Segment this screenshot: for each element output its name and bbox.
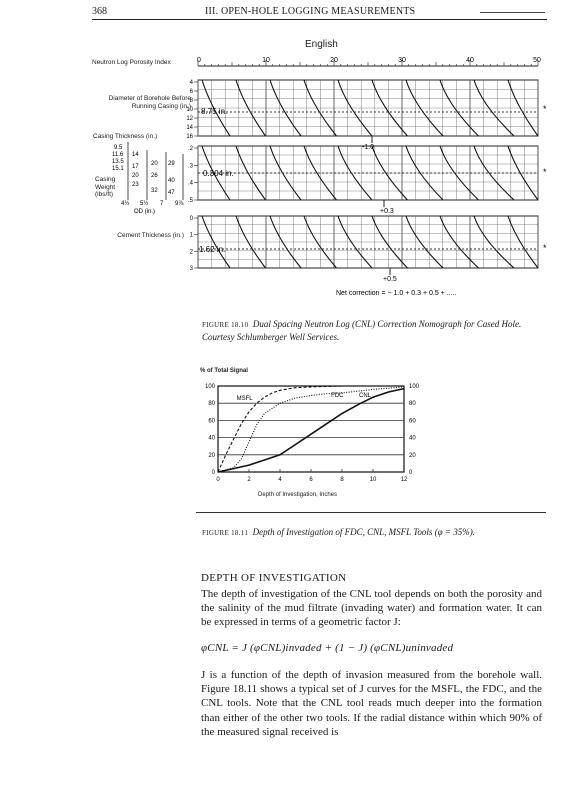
cement-example: 1.62 in. xyxy=(199,245,226,254)
cement-thickness-label: Cement Thickness (in.) xyxy=(117,232,184,239)
figure-rule xyxy=(196,512,546,513)
porosity-tick: 0 xyxy=(197,57,201,64)
svg-text:4: 4 xyxy=(189,80,193,86)
depth-investigation-chart xyxy=(190,378,430,508)
svg-text:4½: 4½ xyxy=(121,201,130,207)
svg-text:26: 26 xyxy=(151,173,158,179)
figure-18-11-caption-text: Depth of Investigation of FDC, CNL, MSFL Tools (φ = 35%). xyxy=(252,527,475,537)
paragraph-2: J is a function of the depth of invasion measured from the borehole wall. Figure 18.11 shows a typical set of J curves for the MSFL, the FDC, and the CNL tools. Note that the CNL tool reads much deeper into the formation than either of the other two tools. If the radial distance within which 90% of the measured signal received is xyxy=(201,669,542,738)
borehole-correction: -1.0 xyxy=(362,144,375,151)
svg-text:.4: .4 xyxy=(187,180,193,187)
svg-text:13.5: 13.5 xyxy=(112,159,124,165)
svg-text:3: 3 xyxy=(189,266,193,272)
svg-text:8: 8 xyxy=(189,98,193,104)
svg-text:2: 2 xyxy=(189,249,193,256)
x-tick-label: 8 xyxy=(340,477,344,483)
casing-thickness-panel xyxy=(188,146,547,215)
svg-text:29: 29 xyxy=(168,161,175,167)
y-tick-label-left: 40 xyxy=(208,435,215,442)
running-title: III. OPEN-HOLE LOGGING MEASUREMENTS xyxy=(205,6,416,17)
svg-text:.3: .3 xyxy=(187,163,193,170)
porosity-tick: 10 xyxy=(262,57,270,64)
y-tick-label-left: 100 xyxy=(204,384,215,390)
svg-text:10: 10 xyxy=(186,107,193,113)
svg-text:9.5: 9.5 xyxy=(114,145,123,151)
figure-18-11-number: FIGURE 18.11 xyxy=(202,529,249,537)
y-tick-label-right: 40 xyxy=(409,435,416,442)
y-tick-label-left: 80 xyxy=(208,401,215,408)
x-tick-label: 2 xyxy=(247,477,251,483)
x-tick-label: 10 xyxy=(369,477,377,483)
casing-correction: +0.3 xyxy=(380,208,394,215)
svg-text:1: 1 xyxy=(189,232,193,239)
svg-text:40: 40 xyxy=(168,178,175,184)
figure-18-10-caption xyxy=(202,318,548,343)
svg-text:11.6: 11.6 xyxy=(112,152,124,158)
svg-text:.2: .2 xyxy=(187,146,193,152)
y-tick-label-right: 20 xyxy=(409,452,416,459)
svg-text:23: 23 xyxy=(132,182,139,188)
page-number: 368 xyxy=(92,6,107,17)
svg-text:6: 6 xyxy=(189,89,193,95)
figure-18-11-caption xyxy=(202,526,550,539)
porosity-index-label: Neutron Log Porosity Index xyxy=(92,59,171,66)
svg-text:*: * xyxy=(543,243,547,253)
borehole-example: 8.75 in. xyxy=(201,107,228,116)
svg-text:*: * xyxy=(543,167,547,177)
casing-example: 0.304 in. xyxy=(203,169,234,178)
svg-text:14: 14 xyxy=(132,152,139,158)
casing-weight-label: Casing Weight (lbs/ft) xyxy=(95,176,116,198)
svg-text:12: 12 xyxy=(186,116,193,122)
casing-thickness-label: Casing Thickness (in.) xyxy=(93,133,158,140)
porosity-tick: 40 xyxy=(466,57,474,64)
equation: φCNL = J (φCNL)invaded + (1 − J) (φCNL)uninvaded xyxy=(201,642,454,654)
x-tick-label: 4 xyxy=(278,477,282,483)
svg-text:9⅞: 9⅞ xyxy=(175,201,184,207)
svg-text:.5: .5 xyxy=(187,198,193,204)
section-heading: DEPTH OF INVESTIGATION xyxy=(201,572,347,584)
y-tick-label-left: 0 xyxy=(211,470,215,476)
net-correction: Net correction = − 1.0 + 0.3 + 0.5 + ..... xyxy=(336,290,457,297)
y-tick-label-left: 60 xyxy=(208,418,215,425)
svg-text:15.1: 15.1 xyxy=(112,166,124,172)
cement-correction: +0.5 xyxy=(383,276,397,283)
svg-text:14: 14 xyxy=(186,125,193,131)
figure-18-10-caption-text: Dual Spacing Neutron Log (CNL) Correction Nomograph for Cased Hole. Courtesy Schlumberger Well Services. xyxy=(202,319,522,342)
svg-text:20: 20 xyxy=(132,173,139,179)
legend-cnl: CNL xyxy=(359,393,372,400)
paragraph-1: The depth of investigation of the CNL tool depends on both the porosity and the salinity of the mud filtrate (invading water) and formation water. It can be expressed in terms of a geometric factor J: xyxy=(201,588,542,629)
borehole-panel xyxy=(186,80,547,151)
legend-msfl: MSFL xyxy=(236,395,253,402)
x-tick-label: 12 xyxy=(400,477,408,483)
svg-text:OD (in.): OD (in.) xyxy=(134,209,155,215)
svg-text:20: 20 xyxy=(151,161,158,167)
porosity-tick: 20 xyxy=(330,57,338,64)
porosity-tick: 50 xyxy=(533,57,541,64)
y-tick-label-right: 80 xyxy=(409,401,416,408)
units-label: English xyxy=(305,39,338,50)
svg-text:32: 32 xyxy=(151,188,158,194)
y-tick-label-right: 60 xyxy=(409,418,416,425)
x-tick-label: 6 xyxy=(309,477,313,483)
borehole-label: Diameter of Borehole Before Running Casing (in.) xyxy=(108,95,191,110)
svg-text:*: * xyxy=(543,104,547,114)
x-tick-label: 0 xyxy=(216,477,220,483)
chart-ylabel: % of Total Signal xyxy=(200,368,248,374)
svg-text:5½: 5½ xyxy=(140,201,149,207)
svg-text:47: 47 xyxy=(168,190,175,196)
chart-legend xyxy=(237,393,372,402)
y-tick-label-right: 0 xyxy=(409,470,413,476)
y-tick-label-left: 20 xyxy=(208,452,215,459)
svg-text:16: 16 xyxy=(186,134,193,140)
cement-thickness-panel xyxy=(190,216,547,283)
svg-text:7: 7 xyxy=(160,201,164,207)
figure-18-10-number: FIGURE 18.10 xyxy=(202,321,249,329)
svg-text:0: 0 xyxy=(189,216,193,222)
svg-text:17: 17 xyxy=(132,164,139,170)
chart-xlabel: Depth of Investigation, Inches xyxy=(258,492,338,498)
legend-fdc: FDC xyxy=(331,393,344,400)
porosity-tick: 30 xyxy=(398,57,406,64)
porosity-scale xyxy=(197,57,541,66)
y-tick-label-right: 100 xyxy=(409,384,420,390)
correction-nomograph xyxy=(0,0,566,300)
